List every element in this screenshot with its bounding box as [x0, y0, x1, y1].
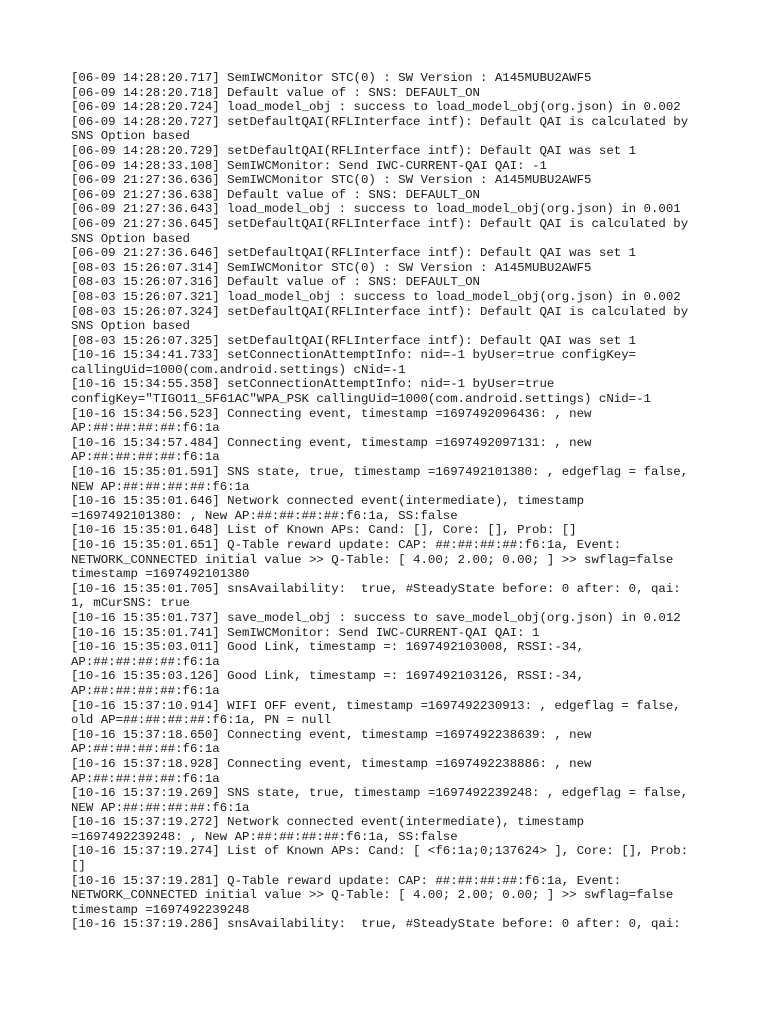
log-line: [08-03 15:26:07.321] load_model_obj : success to load_model_obj(org.json) in 0.002 [71, 289, 681, 304]
log-line: [10-16 15:34:55.358] setConnectionAttemptInfo: nid=-1 byUser=true [71, 377, 555, 392]
log-line: [10-16 15:37:19.274] List of Known APs: Cand: [ <f6:1a;0;137624> ], Core: [], Prob: [71, 844, 689, 859]
log-line: [10-16 15:34:57.484] Connecting event, timestamp =1697492097131: , new [71, 435, 592, 450]
log-line: NETWORK_CONNECTED initial value >> Q-Table: [ 4.00; 2.00; 0.00; ] >> swflag=false [71, 552, 674, 567]
log-line: [10-16 15:34:56.523] Connecting event, timestamp =1697492096436: , new [71, 406, 592, 421]
log-line: [10-16 15:37:19.286] snsAvailability: true, #SteadyState before: 0 after: 0, qai: [71, 917, 681, 932]
log-line: [08-03 15:26:07.324] setDefaultQAI(RFLInterface intf): Default QAI is calculated by [71, 304, 689, 319]
log-line: old AP=##:##:##:##:f6:1a, PN = null [71, 713, 332, 728]
log-line: =1697492239248: , New AP:##:##:##:##:f6:1a, SS:false [71, 829, 458, 844]
log-line: configKey="TIGO11_5F61AC"WPA_PSK callingUid=1000(com.android.settings) cNid=-1 [71, 392, 651, 407]
log-line: [10-16 15:37:19.272] Network connected event(intermediate), timestamp [71, 815, 585, 830]
log-text-body [71, 71, 711, 932]
log-line: 1, mCurSNS: true [71, 596, 190, 611]
log-line: NEW AP:##:##:##:##:f6:1a [71, 800, 250, 815]
log-line: [06-09 14:28:20.727] setDefaultQAI(RFLInterface intf): Default QAI is calculated by [71, 114, 689, 129]
log-line: NETWORK_CONNECTED initial value >> Q-Table: [ 4.00; 2.00; 0.00; ] >> swflag=false [71, 888, 674, 903]
log-line: SNS Option based [71, 231, 190, 246]
log-line: callingUid=1000(com.android.settings) cNid=-1 [71, 362, 406, 377]
log-line: [08-03 15:26:07.316] Default value of : SNS: DEFAULT_ON [71, 275, 480, 290]
log-line: timestamp =1697492239248 [71, 902, 250, 917]
log-line: [10-16 15:35:01.591] SNS state, true, timestamp =1697492101380: , edgeflag = false, [71, 465, 689, 480]
log-line: [10-16 15:34:41.733] setConnectionAttemptInfo: nid=-1 byUser=true configKey= [71, 348, 637, 363]
log-line: [06-09 21:27:36.638] Default value of : SNS: DEFAULT_ON [71, 187, 480, 202]
log-line: [10-16 15:37:18.928] Connecting event, timestamp =1697492238886: , new [71, 756, 592, 771]
log-line: [10-16 15:35:03.011] Good Link, timestamp =: 1697492103008, RSSI:-34, [71, 640, 585, 655]
log-line: AP:##:##:##:##:f6:1a [71, 683, 220, 698]
log-line: =1697492101380: , New AP:##:##:##:##:f6:1a, SS:false [71, 508, 458, 523]
log-line: [06-09 14:28:33.108] SemIWCMonitor: Send IWC-CURRENT-QAI QAI: -1 [71, 158, 547, 173]
log-line: AP:##:##:##:##:f6:1a [71, 421, 220, 436]
log-line: [] [71, 859, 86, 874]
log-document [71, 71, 711, 932]
log-line: AP:##:##:##:##:f6:1a [71, 771, 220, 786]
log-line: [06-09 21:27:36.643] load_model_obj : success to load_model_obj(org.json) in 0.001 [71, 202, 681, 217]
log-line: [10-16 15:35:01.737] save_model_obj : success to save_model_obj(org.json) in 0.012 [71, 610, 681, 625]
log-line: [06-09 21:27:36.636] SemIWCMonitor STC(0) : SW Version : A145MUBU2AWF5 [71, 173, 592, 188]
log-line: [06-09 21:27:36.646] setDefaultQAI(RFLInterface intf): Default QAI was set 1 [71, 246, 637, 261]
log-line: AP:##:##:##:##:f6:1a [71, 450, 220, 465]
log-line: [10-16 15:35:01.651] Q-Table reward update: CAP: ##:##:##:##:f6:1a, Event: [71, 538, 622, 552]
log-line: [10-16 15:35:01.648] List of Known APs: Cand: [], Core: [], Prob: [] [71, 523, 577, 538]
log-line: AP:##:##:##:##:f6:1a [71, 742, 220, 757]
log-line: SNS Option based [71, 319, 190, 334]
log-line: [10-16 15:37:10.914] WIFI OFF event, timestamp =1697492230913: , edgeflag = false, [71, 698, 681, 713]
log-line: NEW AP:##:##:##:##:f6:1a [71, 479, 250, 494]
log-line: [10-16 15:37:19.269] SNS state, true, timestamp =1697492239248: , edgeflag = false, [71, 786, 689, 801]
log-line: [10-16 15:37:19.281] Q-Table reward update: CAP: ##:##:##:##:f6:1a, Event: [71, 873, 622, 888]
log-line: [10-16 15:35:01.741] SemIWCMonitor: Send IWC-CURRENT-QAI QAI: 1 [71, 625, 540, 640]
log-line: AP:##:##:##:##:f6:1a [71, 654, 220, 669]
log-line: [06-09 14:28:20.729] setDefaultQAI(RFLInterface intf): Default QAI was set 1 [71, 143, 637, 158]
log-line: [10-16 15:35:03.126] Good Link, timestamp =: 1697492103126, RSSI:-34, [71, 669, 585, 684]
log-line: [10-16 15:37:18.650] Connecting event, timestamp =1697492238639: , new [71, 727, 592, 742]
log-line: [10-16 15:35:01.646] Network connected event(intermediate), timestamp [71, 494, 585, 509]
log-line: [10-16 15:35:01.705] snsAvailability: true, #SteadyState before: 0 after: 0, qai: [71, 581, 681, 596]
log-line: [08-03 15:26:07.325] setDefaultQAI(RFLInterface intf): Default QAI was set 1 [71, 333, 637, 348]
log-line: SNS Option based [71, 129, 190, 144]
log-line: [06-09 14:28:20.717] SemIWCMonitor STC(0) : SW Version : A145MUBU2AWF5 [71, 71, 592, 85]
log-line: [06-09 21:27:36.645] setDefaultQAI(RFLInterface intf): Default QAI is calculated by [71, 216, 689, 231]
log-line: timestamp =1697492101380 [71, 567, 250, 582]
log-line: [06-09 14:28:20.718] Default value of : SNS: DEFAULT_ON [71, 85, 480, 100]
log-line: [08-03 15:26:07.314] SemIWCMonitor STC(0) : SW Version : A145MUBU2AWF5 [71, 260, 592, 275]
log-line: [06-09 14:28:20.724] load_model_obj : success to load_model_obj(org.json) in 0.002 [71, 100, 681, 115]
